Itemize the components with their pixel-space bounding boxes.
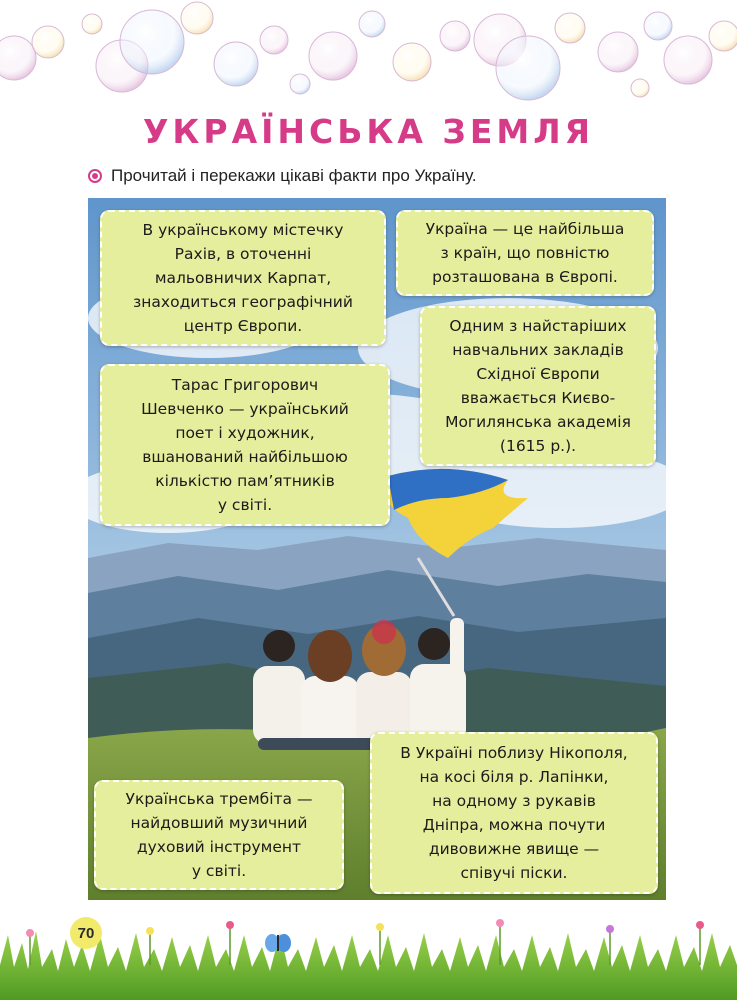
grass-footer-decoration xyxy=(0,905,737,1000)
page-title: УКРАЇНСЬКА ЗЕМЛЯ xyxy=(142,112,595,151)
fact-card-rakhiv: В українському містечку Рахів, в оточенні мальовничих Карпат, знаходиться географічний центр Європи. xyxy=(100,210,386,346)
instruction xyxy=(88,166,477,186)
bubble-decoration xyxy=(0,0,737,110)
butterfly-icon xyxy=(265,934,291,952)
fact-card-kyiv-mohyla-academy: Одним з найстаріших навчальних закладів Східної Європи вважається Києво- Могилянська академія (1615 р.). xyxy=(420,306,656,466)
fact-card-singing-sands: В Україні поблизу Нікополя, на косі біля р. Лапінки, на одному з рукавів Дніпра, можна почути дивовижне явище — співучі піски. xyxy=(370,732,658,894)
page-number: 70 xyxy=(70,917,102,949)
fact-card-trembita: Українська трембіта — найдовший музичний духовий інструмент у світі. xyxy=(94,780,344,890)
instruction-text: Прочитай і перекажи цікаві факти про Україну. xyxy=(111,166,477,185)
ukraine-landscape-photo xyxy=(88,198,666,900)
fact-card-shevchenko: Тарас Григорович Шевченко — український поет і художник, вшанований найбільшою кількістю пам’ятників у світі. xyxy=(100,364,390,526)
pink-circle-bullet-icon xyxy=(88,169,102,183)
fact-card-largest-country: Україна — це найбільша з країн, що повністю розташована в Європі. xyxy=(396,210,654,296)
